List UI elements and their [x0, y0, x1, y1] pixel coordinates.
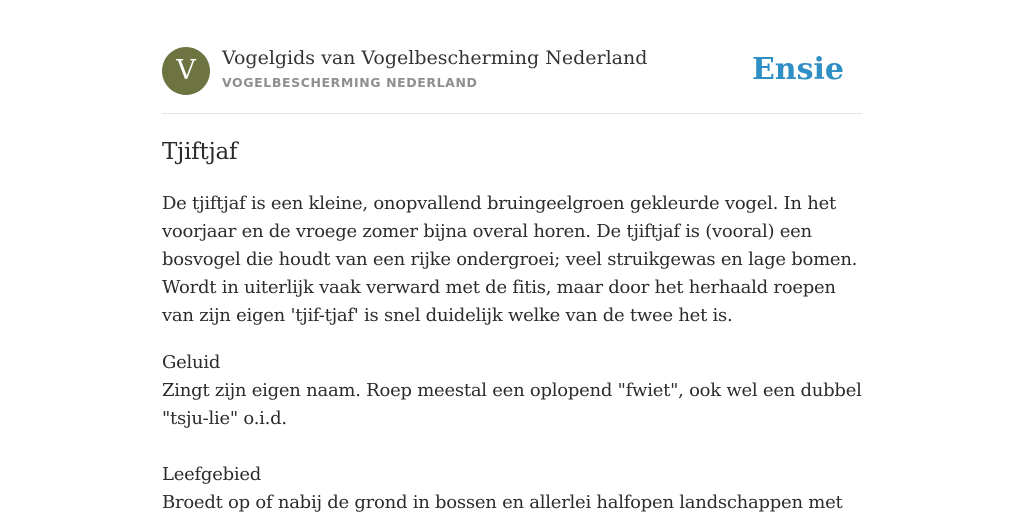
section-text: Zingt zijn eigen naam. Roep meestal een oplopend "fwiet", ook wel een dubbel "tsju-lie" o.i.d. [162, 380, 862, 429]
entry-title: Tjiftjaf [162, 139, 238, 165]
entry-section [162, 349, 862, 433]
source-header [162, 46, 862, 96]
entry-section [162, 461, 862, 512]
entry-content [162, 136, 862, 512]
section-heading: Geluid [162, 352, 221, 373]
section-heading: Leefgebied [162, 464, 262, 485]
header-divider [162, 113, 862, 114]
entry-description: De tjiftjaf is een kleine, onopvallend bruingeelgroen gekleurde vogel. In het voorjaar en de vroege zomer bijna overal horen. De tjiftjaf is (vooral) een bosvogel die houdt van een rijke ondergroei; veel struikgewas en lage bomen. Wordt in uiterlijk vaak verward met de fitis, maar door het herhaald roepen van zijn eigen 'tjif-tjaf' is snel duidelijk welke van de twee het is. [162, 193, 858, 326]
ensie-logo[interactable]: Ensie [751, 52, 844, 87]
source-avatar[interactable]: V [162, 47, 210, 95]
source-title[interactable]: Vogelgids van Vogelbescherming Nederland [222, 47, 648, 69]
section-text: Broedt op of nabij de grond in bossen en allerlei halfopen landschappen met [162, 492, 843, 512]
source-publisher[interactable]: VOGELBESCHERMING NEDERLAND [222, 75, 478, 90]
